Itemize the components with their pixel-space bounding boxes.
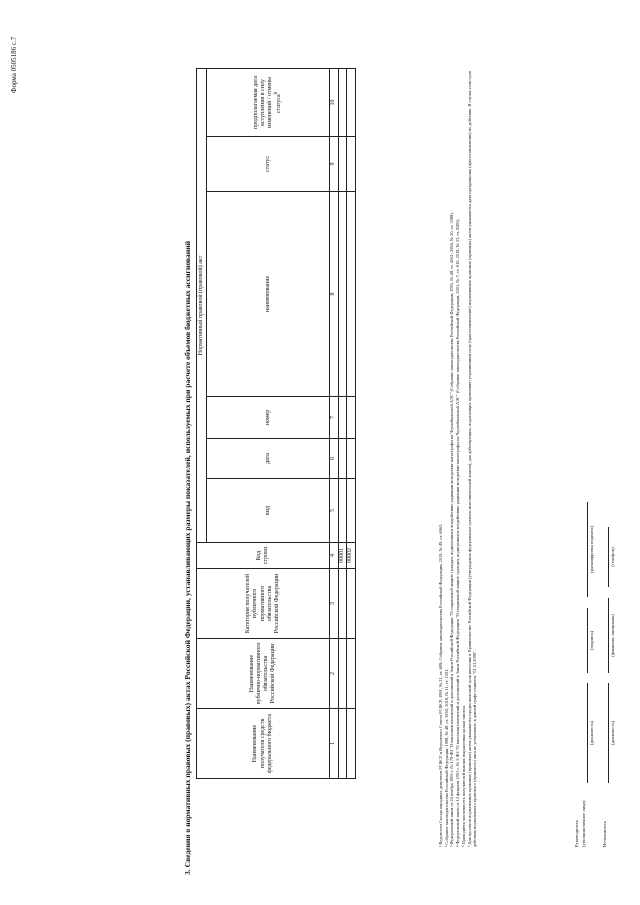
acts-table	[196, 68, 356, 779]
column-number: 8	[330, 192, 339, 397]
cell-recipient	[338, 709, 347, 779]
header-type: вид	[207, 479, 330, 543]
column-numbers-row	[330, 68, 339, 778]
column-number: 4	[330, 543, 339, 569]
cell-date	[347, 439, 356, 479]
cell-category	[347, 569, 356, 639]
column-number: 7	[330, 397, 339, 439]
caption-position: (должность)	[589, 720, 594, 746]
column-number: 6	[330, 439, 339, 479]
cell-number	[347, 397, 356, 439]
executor-line-phone	[608, 527, 609, 587]
header-status: статус	[207, 137, 330, 192]
header-category: Категория получателей публичного нормативного обязательства Российской Федерации	[197, 569, 330, 639]
executor-line-position	[608, 683, 609, 783]
head-label-authorized: (уполномоченное лицо)	[581, 800, 586, 847]
cell-obligation	[338, 639, 347, 709]
cell-name	[347, 192, 356, 397]
cell-type	[347, 479, 356, 543]
header-effective-date-text: предполагаемая дата вступления в силу изменений / отмены статуса	[252, 75, 283, 129]
cell-effective-date	[338, 68, 347, 136]
column-number: 2	[330, 639, 339, 709]
footnote: ² Собрание законодательства Российской Федерации, 1998, № 48, ст. 5850; 2018, № 11, ст. 1591.	[443, 668, 449, 847]
footnote: ⁴ Федеральный закон от 12 февраля 2001 г. № 5-ФЗ "О внесении изменений и дополнений в Закон Российской Федерации "О социальной защите граждан, подвергшихся воздействию радиации вследствие катастрофы на Чернобыльской АЭС" (Собрание законодательства Российской Федерации, 2001, № 7, ст. 610; 2018, № 53, ст. 8491).	[455, 218, 461, 847]
footnote: ¹ Ведомости Съезда народных депутатов РСФСР и Верховного Совета РСФСР, 1991, № 21, ст. 699; Собрание законодательства Российской Федерации, 2019, № 49, ст. 6963.	[438, 523, 443, 847]
signature-line-name	[587, 502, 588, 597]
form-code-label: Форма 0505186 с.7	[10, 36, 18, 93]
section-title: 3. Сведения о нормативных правовых (правовых) актах Российской Федерации, устанавливающих размеры показателей, используемых при расчете объемов бюджетных ассигнований	[183, 241, 192, 875]
column-number: 1	[330, 709, 339, 779]
footnote-marker: 6	[274, 91, 280, 95]
caption-phone: (телефон)	[610, 547, 615, 567]
header-effective-date	[207, 68, 330, 136]
header-date: дата	[207, 439, 330, 479]
column-number: 3	[330, 569, 339, 639]
cell-name	[338, 192, 347, 397]
head-label: Руководитель	[574, 820, 579, 847]
header-number: номер	[207, 397, 330, 439]
table-row	[338, 68, 347, 778]
header-legal-act-group: Нормативный правовой (правовой) акт	[197, 68, 207, 542]
cell-effective-date	[347, 68, 356, 136]
footnotes	[438, 67, 478, 847]
header-recipient: Наименование получателя средств федерального бюджета	[197, 709, 330, 779]
table-row	[347, 68, 356, 778]
cell-status	[347, 137, 356, 192]
executor-line-fio	[608, 598, 609, 673]
executor-label: Исполнитель	[602, 821, 607, 847]
cell-row-code: 00001	[338, 543, 347, 569]
caption-signature: (подпись)	[589, 630, 594, 651]
cell-type	[338, 479, 347, 543]
cell-date	[338, 439, 347, 479]
signature-line-position	[587, 683, 588, 783]
footnote: ⁵ Приводится численность получателей выплат, выраженная целым числом.	[460, 704, 466, 847]
column-number: 5	[330, 479, 339, 543]
cell-recipient	[347, 709, 356, 779]
column-number: 9	[330, 137, 339, 192]
table-header-row	[197, 68, 207, 778]
header-obligation: Наименование публично-нормативного обязательства Российской Федерации	[197, 639, 330, 709]
cell-status	[338, 137, 347, 192]
header-name: наименование	[207, 192, 330, 397]
cell-row-code: 00002	[347, 543, 356, 569]
column-number: 10	[330, 68, 339, 136]
caption-executor-position: (должность)	[610, 720, 615, 746]
caption-fio: (фамилия, инициалы)	[610, 614, 615, 657]
footnote: ⁶ Для проектов нормативных правовых (правовых) актов указывается предполагаемый срок внесения в Правительство Российской Федерации (утверждения федеральным органом исполнительной власти), для действующих, подлежащих признанию утратившими силу (приостановлению) нормативных правовых (правовых) актов указывается дата прекращения (приостановления) их действия. В случае если срок действия нормативного правового (правового) акта не установлен, в данной графе ставится "01.01.2099".	[466, 70, 478, 847]
header-row-code: Код строки	[197, 543, 330, 569]
cell-category	[338, 569, 347, 639]
footnote: ³ Федеральный закон от 24 ноября 1995 г. № 179-ФЗ "О внесении изменений и дополнений в Закон Российской Федерации "О социальной защите граждан, подвергшихся воздействию радиации вследствие катастрофы на Чернобыльской АЭС" (Собрание законодательства Российской Федерации, 1995, № 48, ст. 4561; 2006, № 30, ст. 3288).	[449, 212, 455, 847]
signature-line-signature	[587, 608, 588, 673]
cell-obligation	[347, 639, 356, 709]
caption-name: (расшифровка подписи)	[589, 526, 594, 573]
cell-number	[338, 397, 347, 439]
